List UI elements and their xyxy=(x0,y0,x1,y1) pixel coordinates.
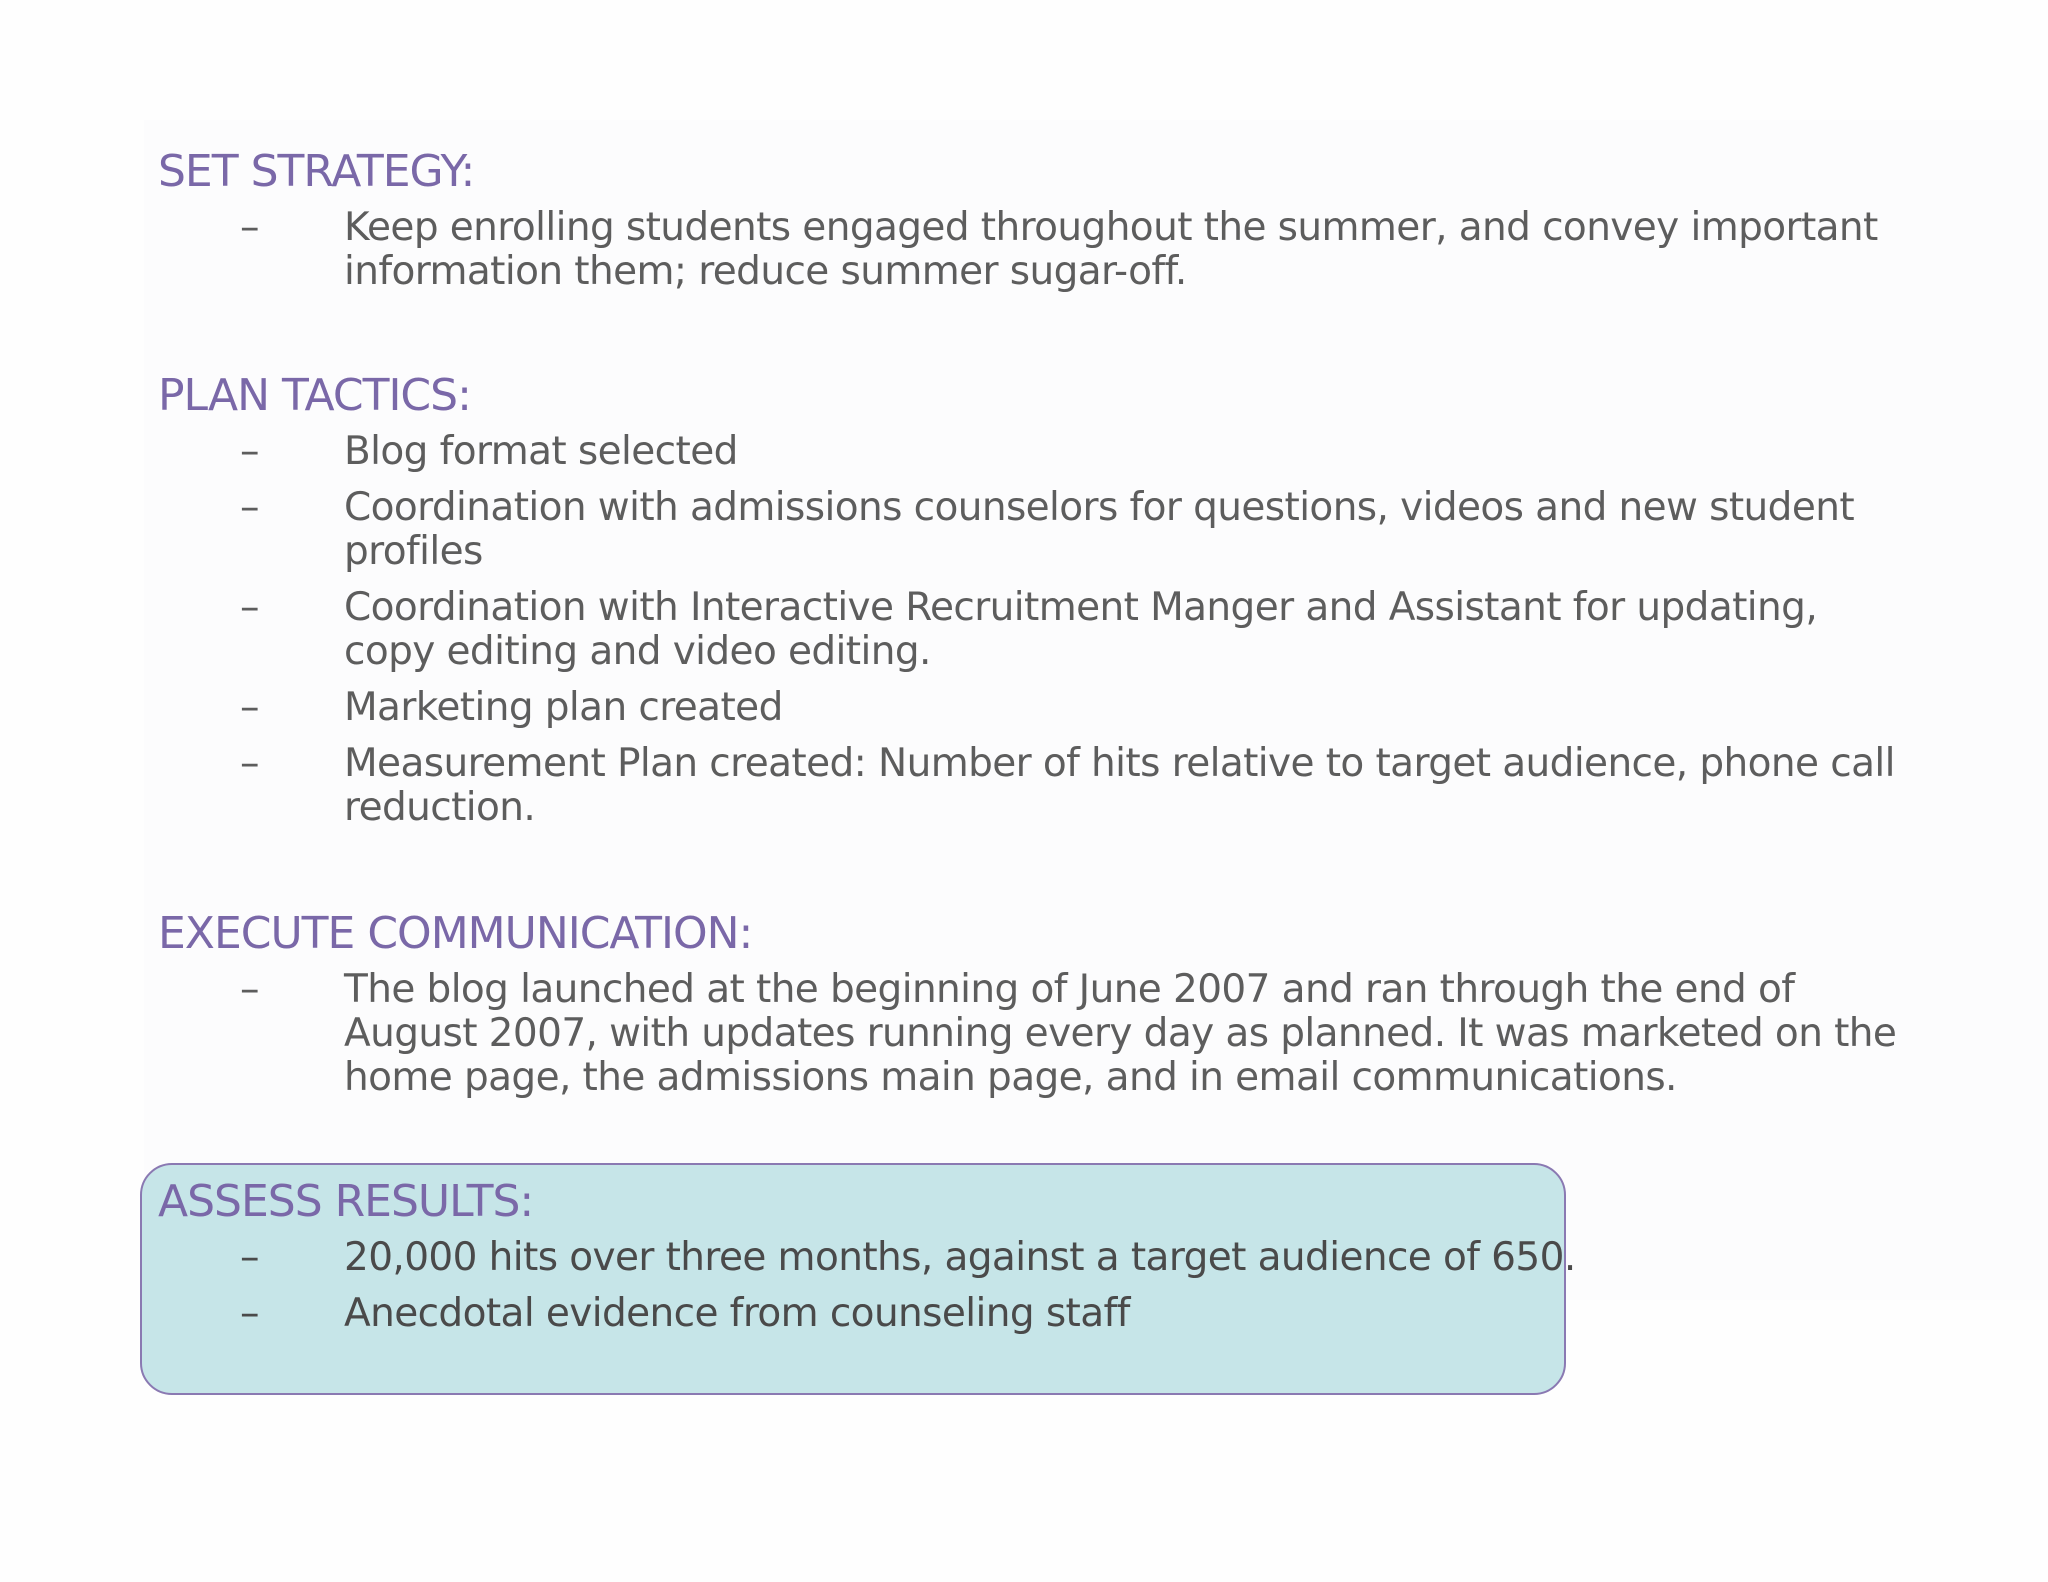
section-assess-results xyxy=(158,1176,1918,1348)
section-heading: SET STRATEGY: xyxy=(158,146,475,197)
section-plan-tactics xyxy=(158,370,1918,842)
list-item-text: Measurement Plan created: Number of hits relative to target audience, phone call reduction. xyxy=(344,741,1895,830)
list-item xyxy=(158,206,1918,294)
list-item-text: Blog format selected xyxy=(344,429,738,474)
list-item xyxy=(158,742,1918,830)
list-item xyxy=(158,1236,1918,1280)
section-heading: PLAN TACTICS: xyxy=(158,370,471,421)
list-item xyxy=(158,486,1918,574)
list-item xyxy=(158,686,1918,730)
dash-bullet-icon: – xyxy=(240,967,259,1012)
list-item-text: 20,000 hits over three months, against a target audience of 650. xyxy=(344,1235,1576,1280)
bullet-list xyxy=(158,1236,1918,1336)
list-item xyxy=(158,586,1918,674)
list-item-text: Coordination with admissions counselors for questions, videos and new student profiles xyxy=(344,485,1855,574)
dash-bullet-icon: – xyxy=(240,1291,259,1336)
list-item-text: Coordination with Interactive Recruitment Manger and Assistant for updating, copy editing and video editing. xyxy=(344,585,1818,674)
bullet-list xyxy=(158,430,1918,830)
dash-bullet-icon: – xyxy=(240,685,259,730)
dash-bullet-icon: – xyxy=(240,741,259,786)
bullet-list xyxy=(158,968,1918,1100)
list-item-text: Keep enrolling students engaged throughout the summer, and convey important information them; reduce summer sugar-off. xyxy=(344,205,1878,294)
list-item-text: The blog launched at the beginning of June 2007 and ran through the end of August 2007, with updates running every day as planned. It was marketed on the home page, the admissions main page, and in email communications. xyxy=(344,967,1897,1100)
dash-bullet-icon: – xyxy=(240,585,259,630)
dash-bullet-icon: – xyxy=(240,205,259,250)
list-item xyxy=(158,1292,1918,1336)
section-heading: ASSESS RESULTS: xyxy=(158,1176,534,1227)
section-heading: EXECUTE COMMUNICATION: xyxy=(158,908,753,959)
bullet-list xyxy=(158,206,1918,294)
list-item xyxy=(158,968,1918,1100)
dash-bullet-icon: – xyxy=(240,485,259,530)
section-set-strategy xyxy=(158,146,1918,306)
dash-bullet-icon: – xyxy=(240,1235,259,1280)
list-item xyxy=(158,430,1918,474)
section-execute-communication xyxy=(158,908,1918,1112)
list-item-text: Marketing plan created xyxy=(344,685,783,730)
list-item-text: Anecdotal evidence from counseling staff xyxy=(344,1291,1130,1336)
dash-bullet-icon: – xyxy=(240,429,259,474)
